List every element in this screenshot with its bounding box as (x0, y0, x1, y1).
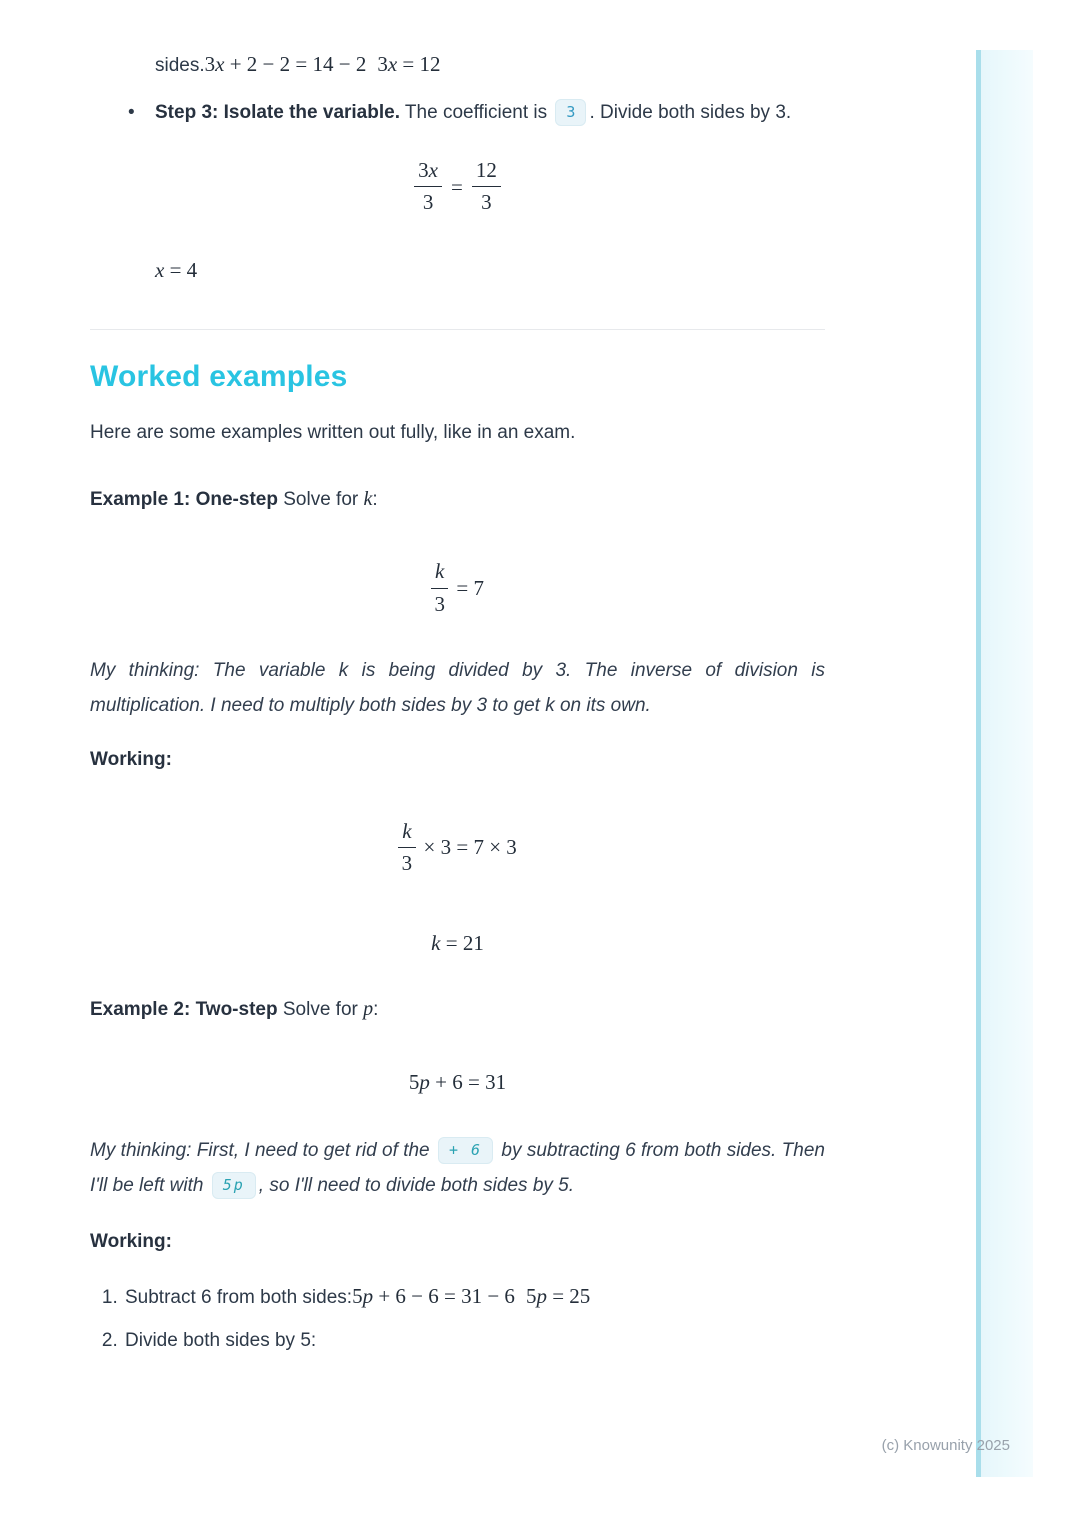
inline-math-3x-plus-2: 3x + 2 − 2 = 14 − 2 (204, 52, 367, 76)
plus-6-badge: + 6 (438, 1137, 493, 1164)
fraction-denominator: 3 (434, 591, 445, 616)
5p-badge: 5p (212, 1172, 256, 1199)
bullet-icon: • (128, 102, 135, 123)
fraction-k-over-3 (398, 819, 415, 876)
equation-k-equals-21: k = 21 (431, 931, 484, 956)
thinking-2-text-b: by subtracting 6 from both sides. Then I'll be left with (90, 1140, 825, 1197)
inline-math-5p-subtract: 5p + 6 − 6 = 31 − 6 (352, 1284, 515, 1309)
working-label-2: Working: (90, 1231, 172, 1253)
section-divider (90, 329, 825, 330)
variable-k: k (363, 488, 373, 511)
copyright-notice: (c) Knowunity 2025 (881, 1437, 1010, 1454)
fraction-denominator: 3 (422, 190, 434, 215)
previous-step-continuation (155, 50, 825, 80)
colon: : (372, 489, 378, 511)
section-intro: Here are some examples written out fully, like in an exam. (90, 422, 576, 444)
document-content (90, 0, 825, 1369)
equation-3x-over-3-equals-12-over-3 (90, 158, 825, 215)
steps-list (90, 96, 825, 130)
fraction-12-over-3 (472, 158, 501, 215)
colon: : (373, 999, 379, 1021)
working-step-1-text: Subtract 6 from both sides: (125, 1287, 353, 1309)
working-steps-list (90, 1281, 825, 1356)
thinking-paragraph-2 (90, 1133, 825, 1203)
example-1-prompt: Solve for (277, 489, 364, 511)
working-step-2-text: Divide both sides by 5: (125, 1330, 317, 1352)
equation-k-over-3-times-3 (90, 819, 825, 876)
fraction-numerator: 3x (414, 158, 442, 187)
working-step-1 (123, 1281, 825, 1313)
section-title: Worked examples (90, 360, 348, 394)
equals-sign: = (450, 174, 463, 199)
coefficient-badge: 3 (555, 99, 586, 126)
example-2-label: Example 2: Two-step (90, 999, 278, 1021)
fraction-k-over-3 (431, 559, 448, 616)
thinking-2-text-a: My thinking: First, I need to get rid of the (90, 1140, 435, 1162)
step-3-label: Step 3: Isolate the variable. (155, 102, 400, 123)
equation-rhs: × 3 = 7 × 3 (423, 835, 517, 860)
step-3-text-a: The coefficient is (399, 102, 553, 123)
example-1-title (90, 484, 825, 515)
inline-math-5p-equals-25: 5p = 25 (525, 1284, 591, 1309)
working-label-1: Working: (90, 748, 172, 770)
example-2-title (90, 994, 825, 1025)
fraction-numerator: k (431, 559, 448, 588)
thinking-paragraph-1: My thinking: The variable k is being divided by 3. The inverse of division is multiplication. I need to multiply both sides by 3 to get k on its own. (90, 659, 825, 716)
solution-x-equals-4: x = 4 (155, 258, 198, 283)
example-1-label: Example 1: One-step (90, 489, 278, 511)
step-3-item (90, 96, 825, 130)
equation-5p-plus-6-equals-31: 5p + 6 = 31 (408, 1070, 507, 1095)
fraction-numerator: k (398, 819, 415, 848)
fraction-denominator: 3 (481, 190, 492, 215)
variable-p: p (363, 998, 374, 1021)
thinking-2-text-c: , so I'll need to divide both sides by 5. (258, 1175, 575, 1197)
inline-math-3x-equals-12: 3x = 12 (377, 52, 441, 76)
example-2-prompt: Solve for (277, 999, 364, 1021)
prose-fragment: sides. (155, 55, 205, 76)
equation-k-over-3-equals-7 (90, 559, 825, 616)
working-step-2 (123, 1326, 825, 1356)
equation-rhs: = 7 (456, 576, 484, 601)
page-edge-stripe (976, 50, 1033, 1477)
fraction-3x-over-3 (414, 158, 442, 215)
step-3-text-b: . Divide both sides by 3. (589, 102, 792, 123)
fraction-denominator: 3 (401, 850, 413, 875)
fraction-numerator: 12 (472, 158, 501, 187)
